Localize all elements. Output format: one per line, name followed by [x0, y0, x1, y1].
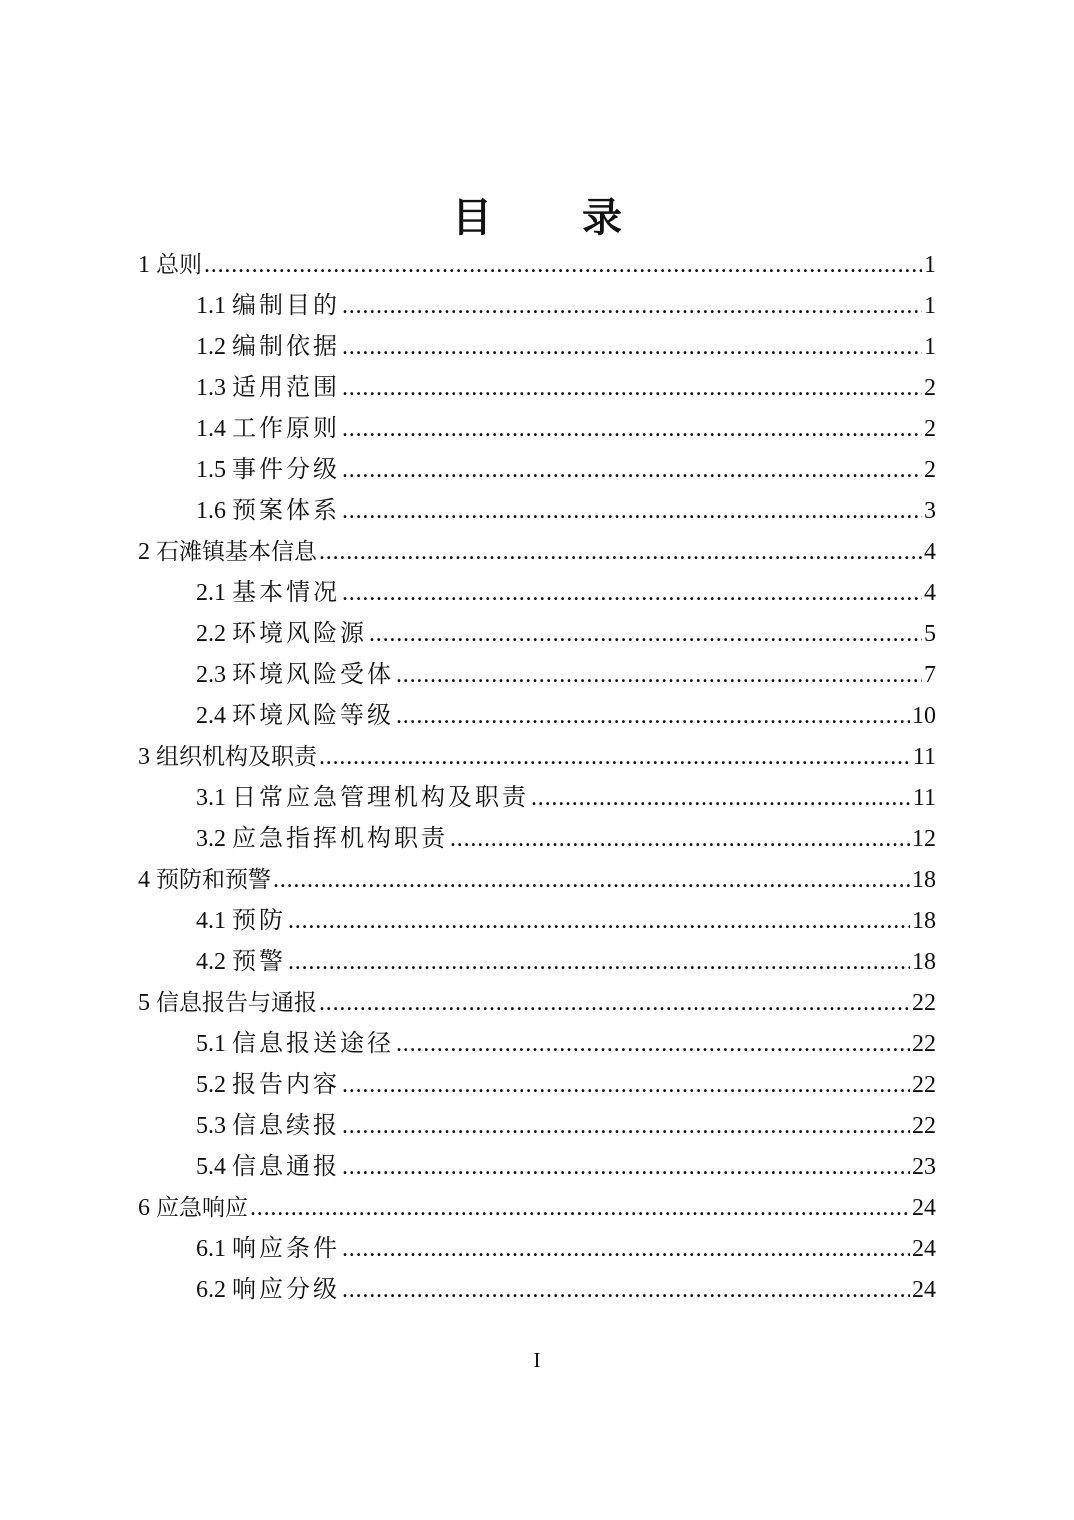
toc-entry-label: 信息报告与通报	[156, 990, 317, 1016]
toc-dot-leader	[342, 1065, 910, 1106]
toc-entry-page-number: 1	[924, 334, 936, 360]
toc-entry-label: 预警	[232, 949, 286, 975]
toc-entry[interactable]	[138, 1065, 936, 1106]
toc-dot-leader	[342, 327, 922, 368]
toc-entry[interactable]	[138, 327, 936, 368]
toc-entry-label: 信息通报	[232, 1154, 340, 1180]
toc-entry-page-number: 5	[924, 621, 936, 647]
toc-entry-number: 1.4	[196, 416, 226, 442]
toc-entry-page-number: 12	[912, 826, 936, 852]
toc-entry-page-number: 24	[912, 1277, 936, 1303]
toc-entry-number: 1.3	[196, 375, 226, 401]
toc-entry-number: 6	[138, 1195, 150, 1221]
toc-entry-number: 3.2	[196, 826, 226, 852]
toc-entry-number: 4	[138, 867, 150, 893]
toc-entry-page-number: 11	[912, 785, 936, 811]
toc-entry-page-number: 2	[924, 457, 936, 483]
toc-dot-leader	[342, 450, 922, 491]
toc-entry[interactable]	[138, 819, 936, 860]
toc-dot-leader	[396, 655, 922, 696]
toc-entry[interactable]	[138, 614, 936, 655]
toc-entry-page-number: 18	[912, 867, 936, 893]
toc-entry[interactable]	[138, 1024, 936, 1065]
toc-entry-page-number: 3	[924, 498, 936, 524]
toc-entry-number: 2	[138, 539, 150, 565]
toc-entry-number: 5.4	[196, 1154, 226, 1180]
toc-dot-leader	[342, 1270, 910, 1311]
toc-entry[interactable]	[138, 368, 936, 409]
toc-entry-page-number: 22	[912, 1072, 936, 1098]
toc-dot-leader	[342, 491, 922, 532]
toc-entry-number: 4.2	[196, 949, 226, 975]
toc-entry-number: 5.2	[196, 1072, 226, 1098]
toc-entry[interactable]	[138, 573, 936, 614]
toc-entry-page-number: 22	[912, 990, 936, 1016]
toc-entry-label: 环境风险等级	[232, 703, 394, 729]
toc-entry-number: 6.1	[196, 1236, 226, 1262]
toc-entry-label: 响应分级	[232, 1277, 340, 1303]
toc-entry-page-number: 22	[912, 1031, 936, 1057]
toc-entry-number: 2.3	[196, 662, 226, 688]
toc-entry-label: 工作原则	[232, 416, 340, 442]
toc-entry-number: 1.2	[196, 334, 226, 360]
toc-entry[interactable]	[138, 942, 936, 983]
toc-entry-number: 5.1	[196, 1031, 226, 1057]
toc-dot-leader	[288, 901, 910, 942]
toc-entry-label: 适用范围	[232, 375, 340, 401]
toc-entry-number: 1	[138, 252, 150, 278]
toc-entry-number: 6.2	[196, 1277, 226, 1303]
toc-entry[interactable]	[138, 696, 936, 737]
toc-entry-label: 环境风险源	[232, 621, 367, 647]
toc-entry-page-number: 24	[912, 1236, 936, 1262]
toc-dot-leader	[319, 983, 910, 1024]
toc-entry[interactable]	[138, 655, 936, 696]
toc-entry[interactable]	[138, 983, 936, 1024]
toc-title: 目 录	[452, 195, 662, 240]
toc-dot-leader	[342, 409, 922, 450]
toc-entry-label: 预防	[232, 908, 286, 934]
toc-entry-number: 4.1	[196, 908, 226, 934]
toc-entry-page-number: 23	[912, 1154, 936, 1180]
toc-entry-label: 报告内容	[232, 1072, 340, 1098]
toc-entry-number: 5	[138, 990, 150, 1016]
toc-entry-label: 组织机构及职责	[156, 744, 317, 770]
toc-entry[interactable]	[138, 491, 936, 532]
toc-entry[interactable]	[138, 1147, 936, 1188]
toc-dot-leader	[250, 1188, 910, 1229]
toc-dot-leader	[288, 942, 910, 983]
toc-entry-label: 应急响应	[156, 1195, 248, 1221]
toc-entry-label: 事件分级	[232, 457, 340, 483]
toc-entry-number: 1.5	[196, 457, 226, 483]
toc-entry-page-number: 1	[924, 293, 936, 319]
toc-entry-number: 1.6	[196, 498, 226, 524]
toc-entry-number: 2.4	[196, 703, 226, 729]
toc-entry-page-number: 4	[924, 539, 936, 565]
toc-entry-page-number: 1	[924, 252, 936, 278]
toc-entry-number: 5.3	[196, 1113, 226, 1139]
toc-dot-leader	[204, 245, 922, 286]
toc-entry-number: 3.1	[196, 785, 226, 811]
toc-dot-leader	[342, 1106, 910, 1147]
toc-entry[interactable]	[138, 286, 936, 327]
toc-entry-label: 环境风险受体	[232, 662, 394, 688]
toc-entry-label: 信息报送途径	[232, 1031, 394, 1057]
toc-entry-label: 预防和预警	[156, 867, 271, 893]
toc-entry[interactable]	[138, 860, 936, 901]
toc-entry[interactable]	[138, 1270, 936, 1311]
toc-dot-leader	[342, 368, 922, 409]
toc-entry-page-number: 22	[912, 1113, 936, 1139]
toc-dot-leader	[342, 573, 922, 614]
page-number: I	[533, 1348, 541, 1372]
toc-entry-label: 响应条件	[232, 1236, 340, 1262]
toc-entry-label: 编制目的	[232, 293, 340, 319]
toc-dot-leader	[531, 778, 911, 819]
toc-dot-leader	[273, 860, 910, 901]
toc-entry-page-number: 10	[912, 703, 936, 729]
toc-entry-page-number: 18	[912, 949, 936, 975]
toc-entry-page-number: 11	[912, 744, 936, 770]
toc-dot-leader	[319, 532, 922, 573]
toc-dot-leader	[342, 286, 922, 327]
toc-entry-number: 3	[138, 744, 150, 770]
toc-entry[interactable]	[138, 737, 936, 778]
toc-entry-page-number: 24	[912, 1195, 936, 1221]
toc-entry-label: 基本情况	[232, 580, 340, 606]
toc-entry-number: 2.2	[196, 621, 226, 647]
toc-entry[interactable]	[138, 532, 936, 573]
toc-entry[interactable]	[138, 901, 936, 942]
toc-dot-leader	[342, 1147, 910, 1188]
toc-dot-leader	[342, 1229, 910, 1270]
toc-entry-label: 石滩镇基本信息	[156, 539, 317, 565]
toc-entry-page-number: 4	[924, 580, 936, 606]
toc-entry-page-number: 18	[912, 908, 936, 934]
toc-entry-number: 2.1	[196, 580, 226, 606]
toc-entry-label: 应急指挥机构职责	[232, 826, 448, 852]
toc-entry[interactable]	[138, 1229, 936, 1270]
table-of-contents	[138, 245, 936, 1311]
toc-entry-label: 信息续报	[232, 1113, 340, 1139]
toc-dot-leader	[396, 1024, 910, 1065]
toc-entry-number: 1.1	[196, 293, 226, 319]
toc-dot-leader	[396, 696, 910, 737]
toc-entry-label: 日常应急管理机构及职责	[232, 785, 529, 811]
toc-entry[interactable]	[138, 1106, 936, 1147]
toc-entry-page-number: 2	[924, 375, 936, 401]
toc-entry[interactable]	[138, 245, 936, 286]
toc-entry-page-number: 7	[924, 662, 936, 688]
toc-dot-leader	[450, 819, 910, 860]
toc-entry-label: 总则	[156, 252, 202, 278]
toc-entry[interactable]	[138, 1188, 936, 1229]
toc-dot-leader	[369, 614, 922, 655]
toc-entry-page-number: 2	[924, 416, 936, 442]
toc-entry[interactable]	[138, 450, 936, 491]
toc-entry-label: 预案体系	[232, 498, 340, 524]
toc-entry[interactable]	[138, 778, 936, 819]
toc-entry-label: 编制依据	[232, 334, 340, 360]
toc-dot-leader	[319, 737, 911, 778]
toc-entry[interactable]	[138, 409, 936, 450]
